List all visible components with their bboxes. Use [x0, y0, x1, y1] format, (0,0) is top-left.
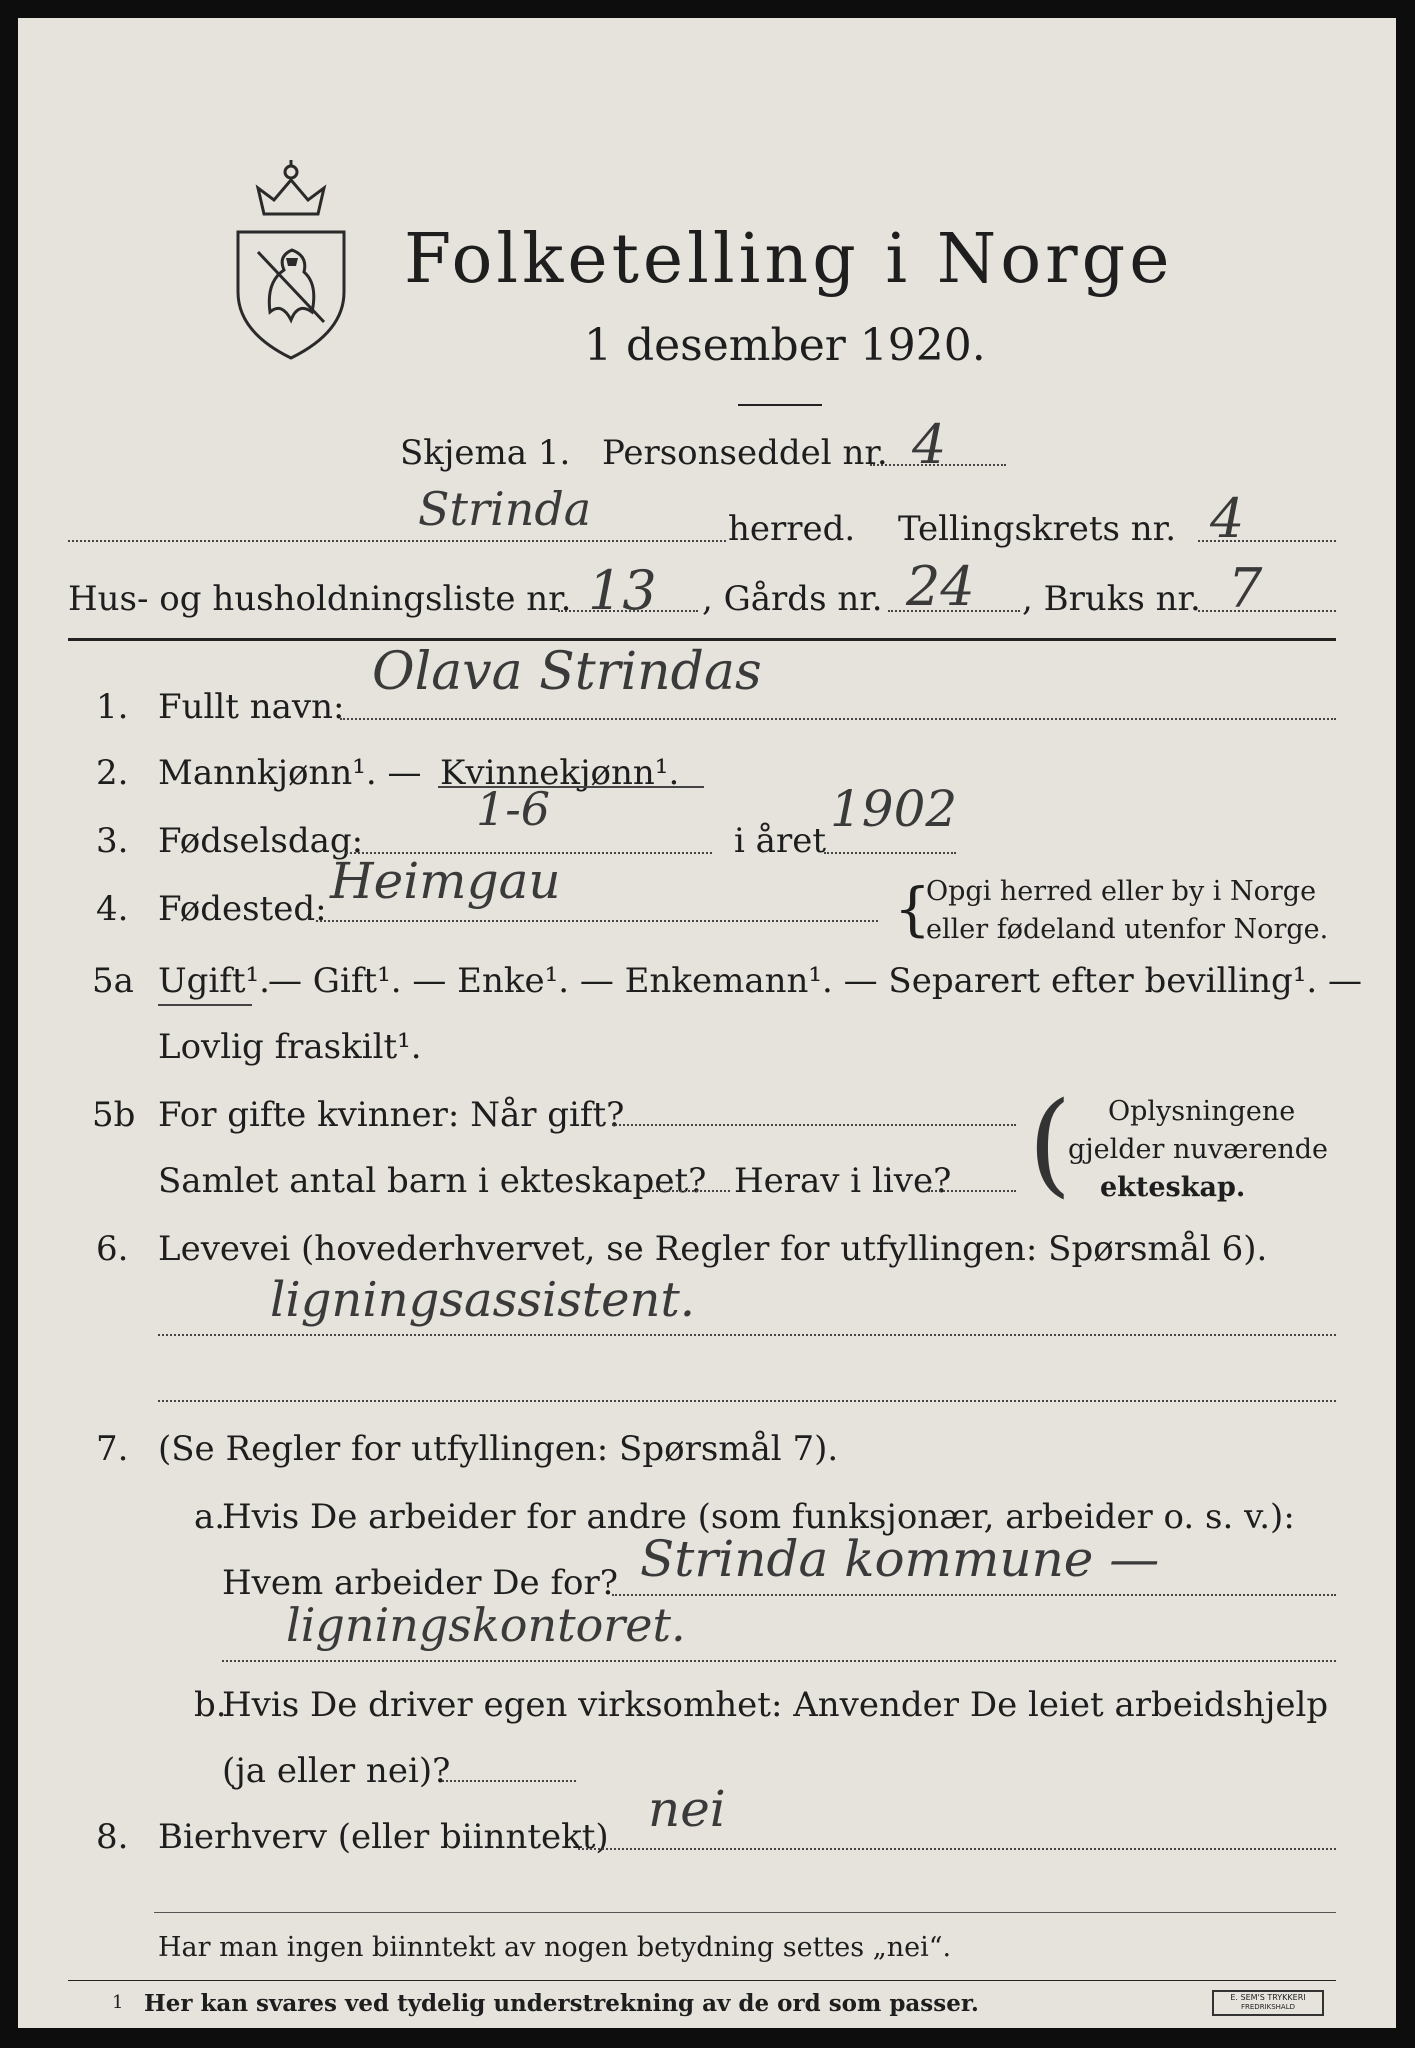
q4-birthplace-value: Heimgau — [330, 852, 561, 910]
q3-year-value: 1902 — [830, 780, 958, 838]
herred-field[interactable] — [68, 540, 726, 542]
printer-name: E. SEM'S TRYKKERI — [1230, 1993, 1306, 2002]
tellingskrets-label: Tellingskrets nr. — [898, 509, 1177, 549]
q6-occupation-field-line1[interactable] — [158, 1334, 1336, 1336]
q7a-employer-value-line2: ligningskontoret. — [286, 1598, 686, 1652]
herred-label: herred. — [728, 509, 856, 549]
q7-number: 7. — [96, 1429, 129, 1469]
q6-occupation-label: Levevei (hovederhvervet, se Regler for utfyllingen: Spørsmål 6). — [158, 1229, 1268, 1269]
q4-note-line1: Opgi herred eller by i Norge — [926, 876, 1317, 907]
q3-birthday-value: 1-6 — [476, 782, 551, 836]
title-divider — [738, 404, 822, 406]
footer-note: Har man ingen biinntekt av nogen betydning settes „nei“. — [158, 1932, 952, 1963]
q5b-alive-label: Herav i live? — [734, 1161, 952, 1201]
bruks-field[interactable] — [1198, 610, 1336, 612]
household-list-label: Hus- og husholdningsliste nr. — [68, 579, 572, 619]
census-date: 1 desember 1920. — [584, 320, 986, 371]
gards-label: , Gårds nr. — [702, 579, 883, 619]
bruks-label: , Bruks nr. — [1022, 579, 1201, 619]
printer-mark — [1212, 1990, 1324, 2016]
q1-number: 1. — [96, 687, 129, 727]
q2-number: 2. — [96, 753, 129, 793]
q5a-divorced-option[interactable]: Lovlig fraskilt¹. — [158, 1027, 422, 1067]
personseddel-label: Personseddel nr. — [602, 433, 888, 473]
gards-value: 24 — [906, 555, 975, 618]
q5a-unmarried-underline — [158, 1004, 252, 1006]
q7a-question-line1: Hvis De arbeider for andre (som funksjonær, arbeider o. s. v.): — [222, 1497, 1295, 1537]
q5b-married-label: For gifte kvinner: Når gift? — [158, 1095, 625, 1135]
q5b-note-line2: gjelder nuværende — [1068, 1134, 1328, 1165]
q6-number: 6. — [96, 1229, 129, 1269]
q7a-employer-label: Hvem arbeider De for? — [222, 1563, 618, 1603]
printer-city: FREDRIKSHALD — [1240, 2003, 1295, 2011]
q7a-employer-field-line2[interactable] — [222, 1660, 1336, 1662]
q7a-letter: a. — [194, 1497, 226, 1537]
footnote-text: Her kan svares ved tydelig understrekning av de ord som passer. — [144, 1990, 979, 2017]
q5b-children-field[interactable] — [648, 1190, 730, 1192]
q2-female-option[interactable]: Kvinnekjønn¹. — [440, 753, 680, 793]
q7b-question-line2: (ja eller nei)? — [222, 1751, 451, 1791]
q5a-number: 5a — [92, 961, 134, 1001]
q8-side-income-label: Bierhverv (eller biinntekt) — [158, 1817, 609, 1857]
norwegian-coat-of-arms-icon — [228, 152, 354, 364]
q4-birthplace-label: Fødested: — [158, 889, 327, 929]
q5b-alive-field[interactable] — [928, 1190, 1016, 1192]
q4-birthplace-field[interactable] — [316, 920, 878, 922]
q5b-note-line1: Oplysningene — [1108, 1096, 1296, 1127]
bruks-value: 7 — [1228, 557, 1263, 620]
q3-year-field[interactable] — [824, 852, 956, 854]
footnote-mark: 1 — [112, 1992, 124, 2013]
q4-number: 4. — [96, 889, 129, 929]
q1-full-name-field[interactable] — [340, 718, 1336, 720]
q5b-children-label: Samlet antal barn i ekteskapet? — [158, 1161, 707, 1201]
q5a-other-options[interactable]: — Gift¹. — Enke¹. — Enkemann¹. — Separert efter bevilling¹. — — [268, 961, 1363, 1001]
q7a-employer-value-line1: Strinda kommune — — [640, 1530, 1160, 1588]
q7b-question-line1: Hvis De driver egen virksomhet: Anvender De leiet arbeidshjelp — [222, 1685, 1329, 1725]
form-title: Folketelling i Norge — [404, 220, 1174, 299]
q7b-answer-field[interactable] — [442, 1780, 576, 1782]
q7b-letter: b. — [194, 1685, 227, 1725]
schema-label: Skjema 1. — [400, 433, 571, 473]
q2-male-option[interactable]: Mannkjønn¹. — — [158, 753, 422, 793]
tellingskrets-value: 4 — [1210, 487, 1245, 550]
q5b-married-field[interactable] — [612, 1124, 1016, 1126]
q4-brace: { — [894, 875, 931, 943]
q7a-employer-field-line1[interactable] — [612, 1594, 1336, 1596]
q5b-note-line3: ekteskap. — [1100, 1172, 1246, 1203]
q6-occupation-field-line2[interactable] — [158, 1400, 1336, 1402]
personseddel-value: 4 — [912, 413, 947, 476]
q3-number: 3. — [96, 821, 129, 861]
q3-birthday-label: Fødselsdag: — [158, 821, 364, 861]
footnote-divider — [68, 1980, 1336, 1981]
q6-occupation-value: ligningsassistent. — [270, 1272, 695, 1328]
q5a-unmarried-option[interactable]: Ugift¹. — [158, 961, 270, 1001]
q3-year-label: i året — [734, 821, 826, 861]
footer-divider — [154, 1912, 1336, 1913]
q4-note-line2: eller fødeland utenfor Norge. — [926, 914, 1329, 945]
q5b-bracket: ( — [1028, 1079, 1072, 1209]
household-list-value: 13 — [588, 559, 657, 622]
q7-label: (Se Regler for utfyllingen: Spørsmål 7). — [158, 1429, 839, 1469]
q8-side-income-field[interactable] — [578, 1848, 1336, 1850]
header-divider — [68, 638, 1336, 641]
q8-side-income-value: nei — [648, 1780, 726, 1838]
q8-number: 8. — [96, 1817, 129, 1857]
q1-full-name-value: Olava Strindas — [372, 642, 762, 702]
q5b-number: 5b — [92, 1095, 136, 1135]
herred-value: Strinda — [418, 482, 592, 536]
q1-full-name-label: Fullt navn: — [158, 687, 345, 727]
